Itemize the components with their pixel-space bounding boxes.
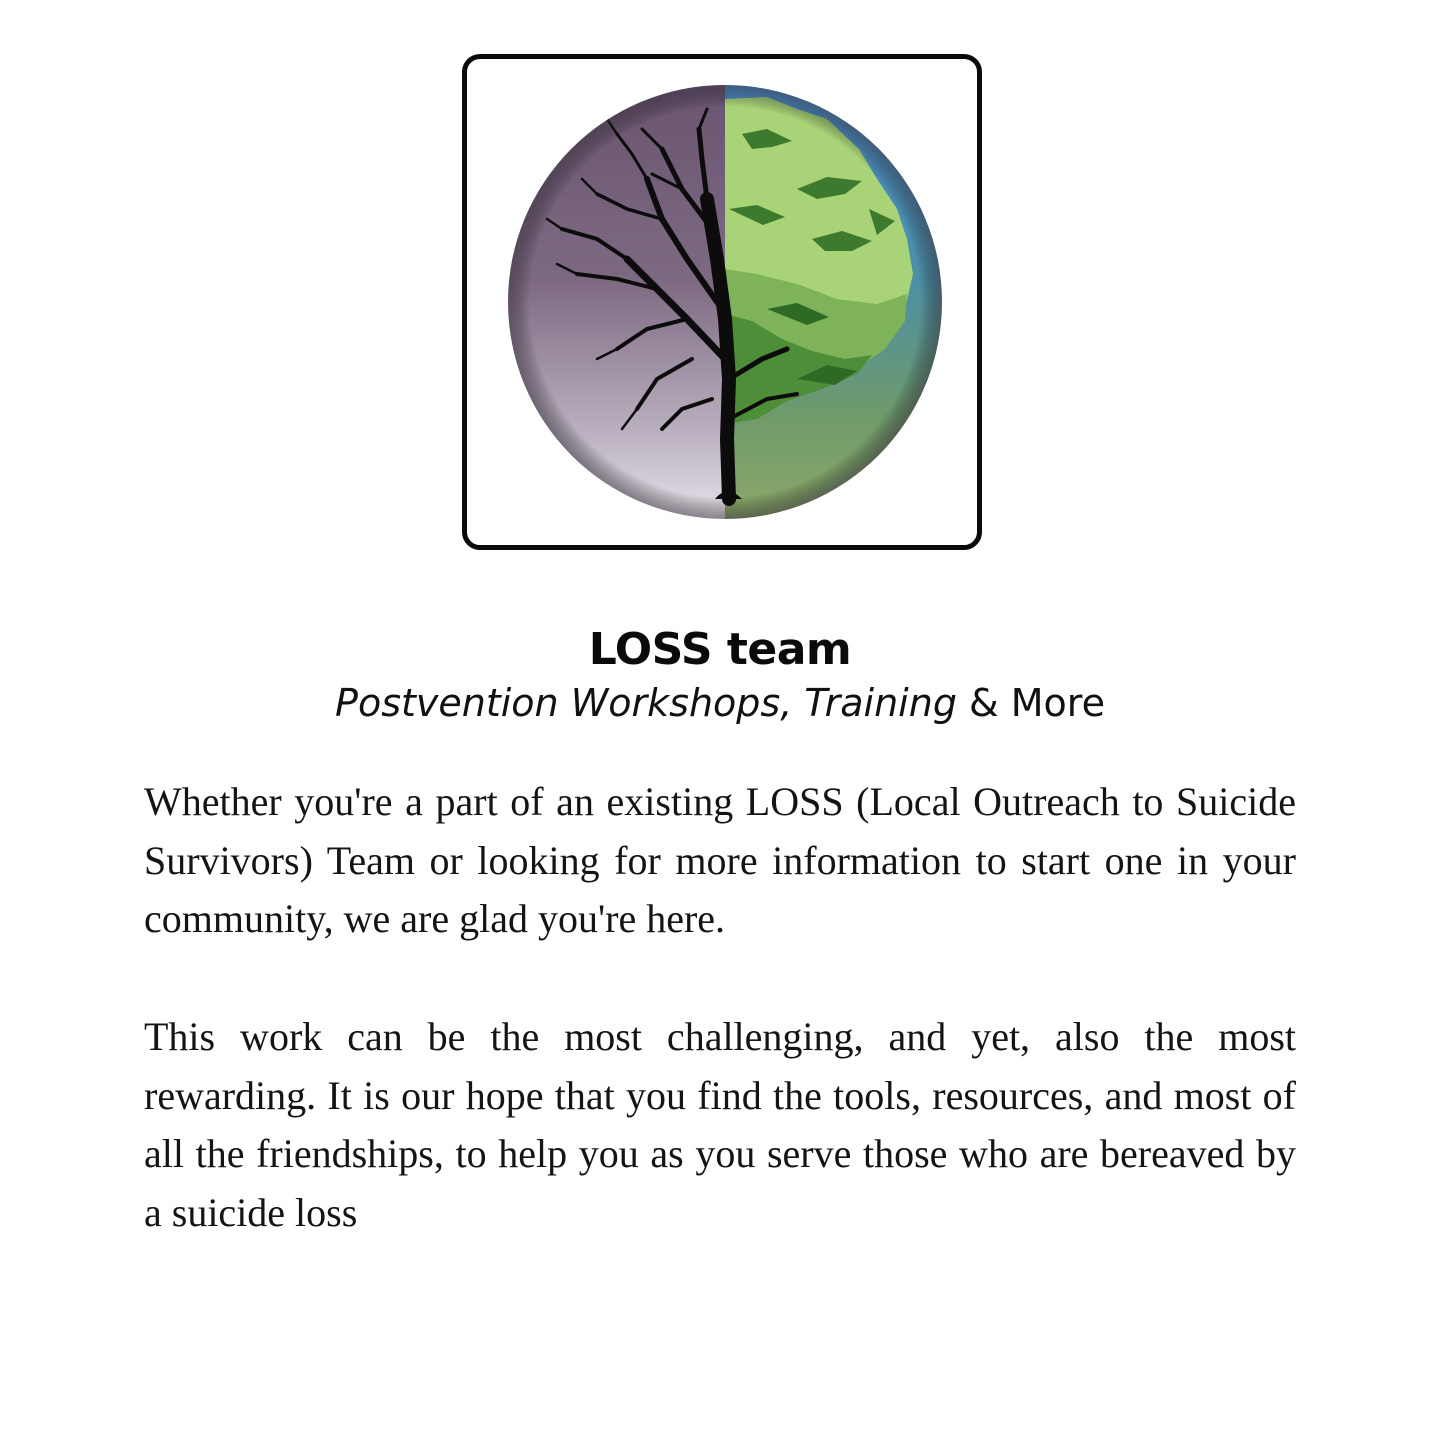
mission-paragraph: This work can be the most challenging, and yet, also the most rewarding. It is our hope that you find the tools, resources, and most of all the friendships, to help you as you serve those who are bereaved by a suicide loss <box>144 1014 1296 1235</box>
subtitle-italic: Postvention Workshops, Training <box>335 681 957 725</box>
intro-paragraph: Whether you're a part of an existing LOSS (Local Outreach to Suicide Survivors) Team or looking for more information to start one in your community, we are glad you're here. <box>144 779 1296 941</box>
logo-frame <box>462 54 982 550</box>
heading-block <box>0 622 1440 728</box>
page-title: LOSS team <box>588 624 852 675</box>
subtitle-plain: & More <box>956 681 1105 725</box>
page-subtitle <box>0 678 1440 728</box>
tree-logo-icon <box>467 59 977 545</box>
